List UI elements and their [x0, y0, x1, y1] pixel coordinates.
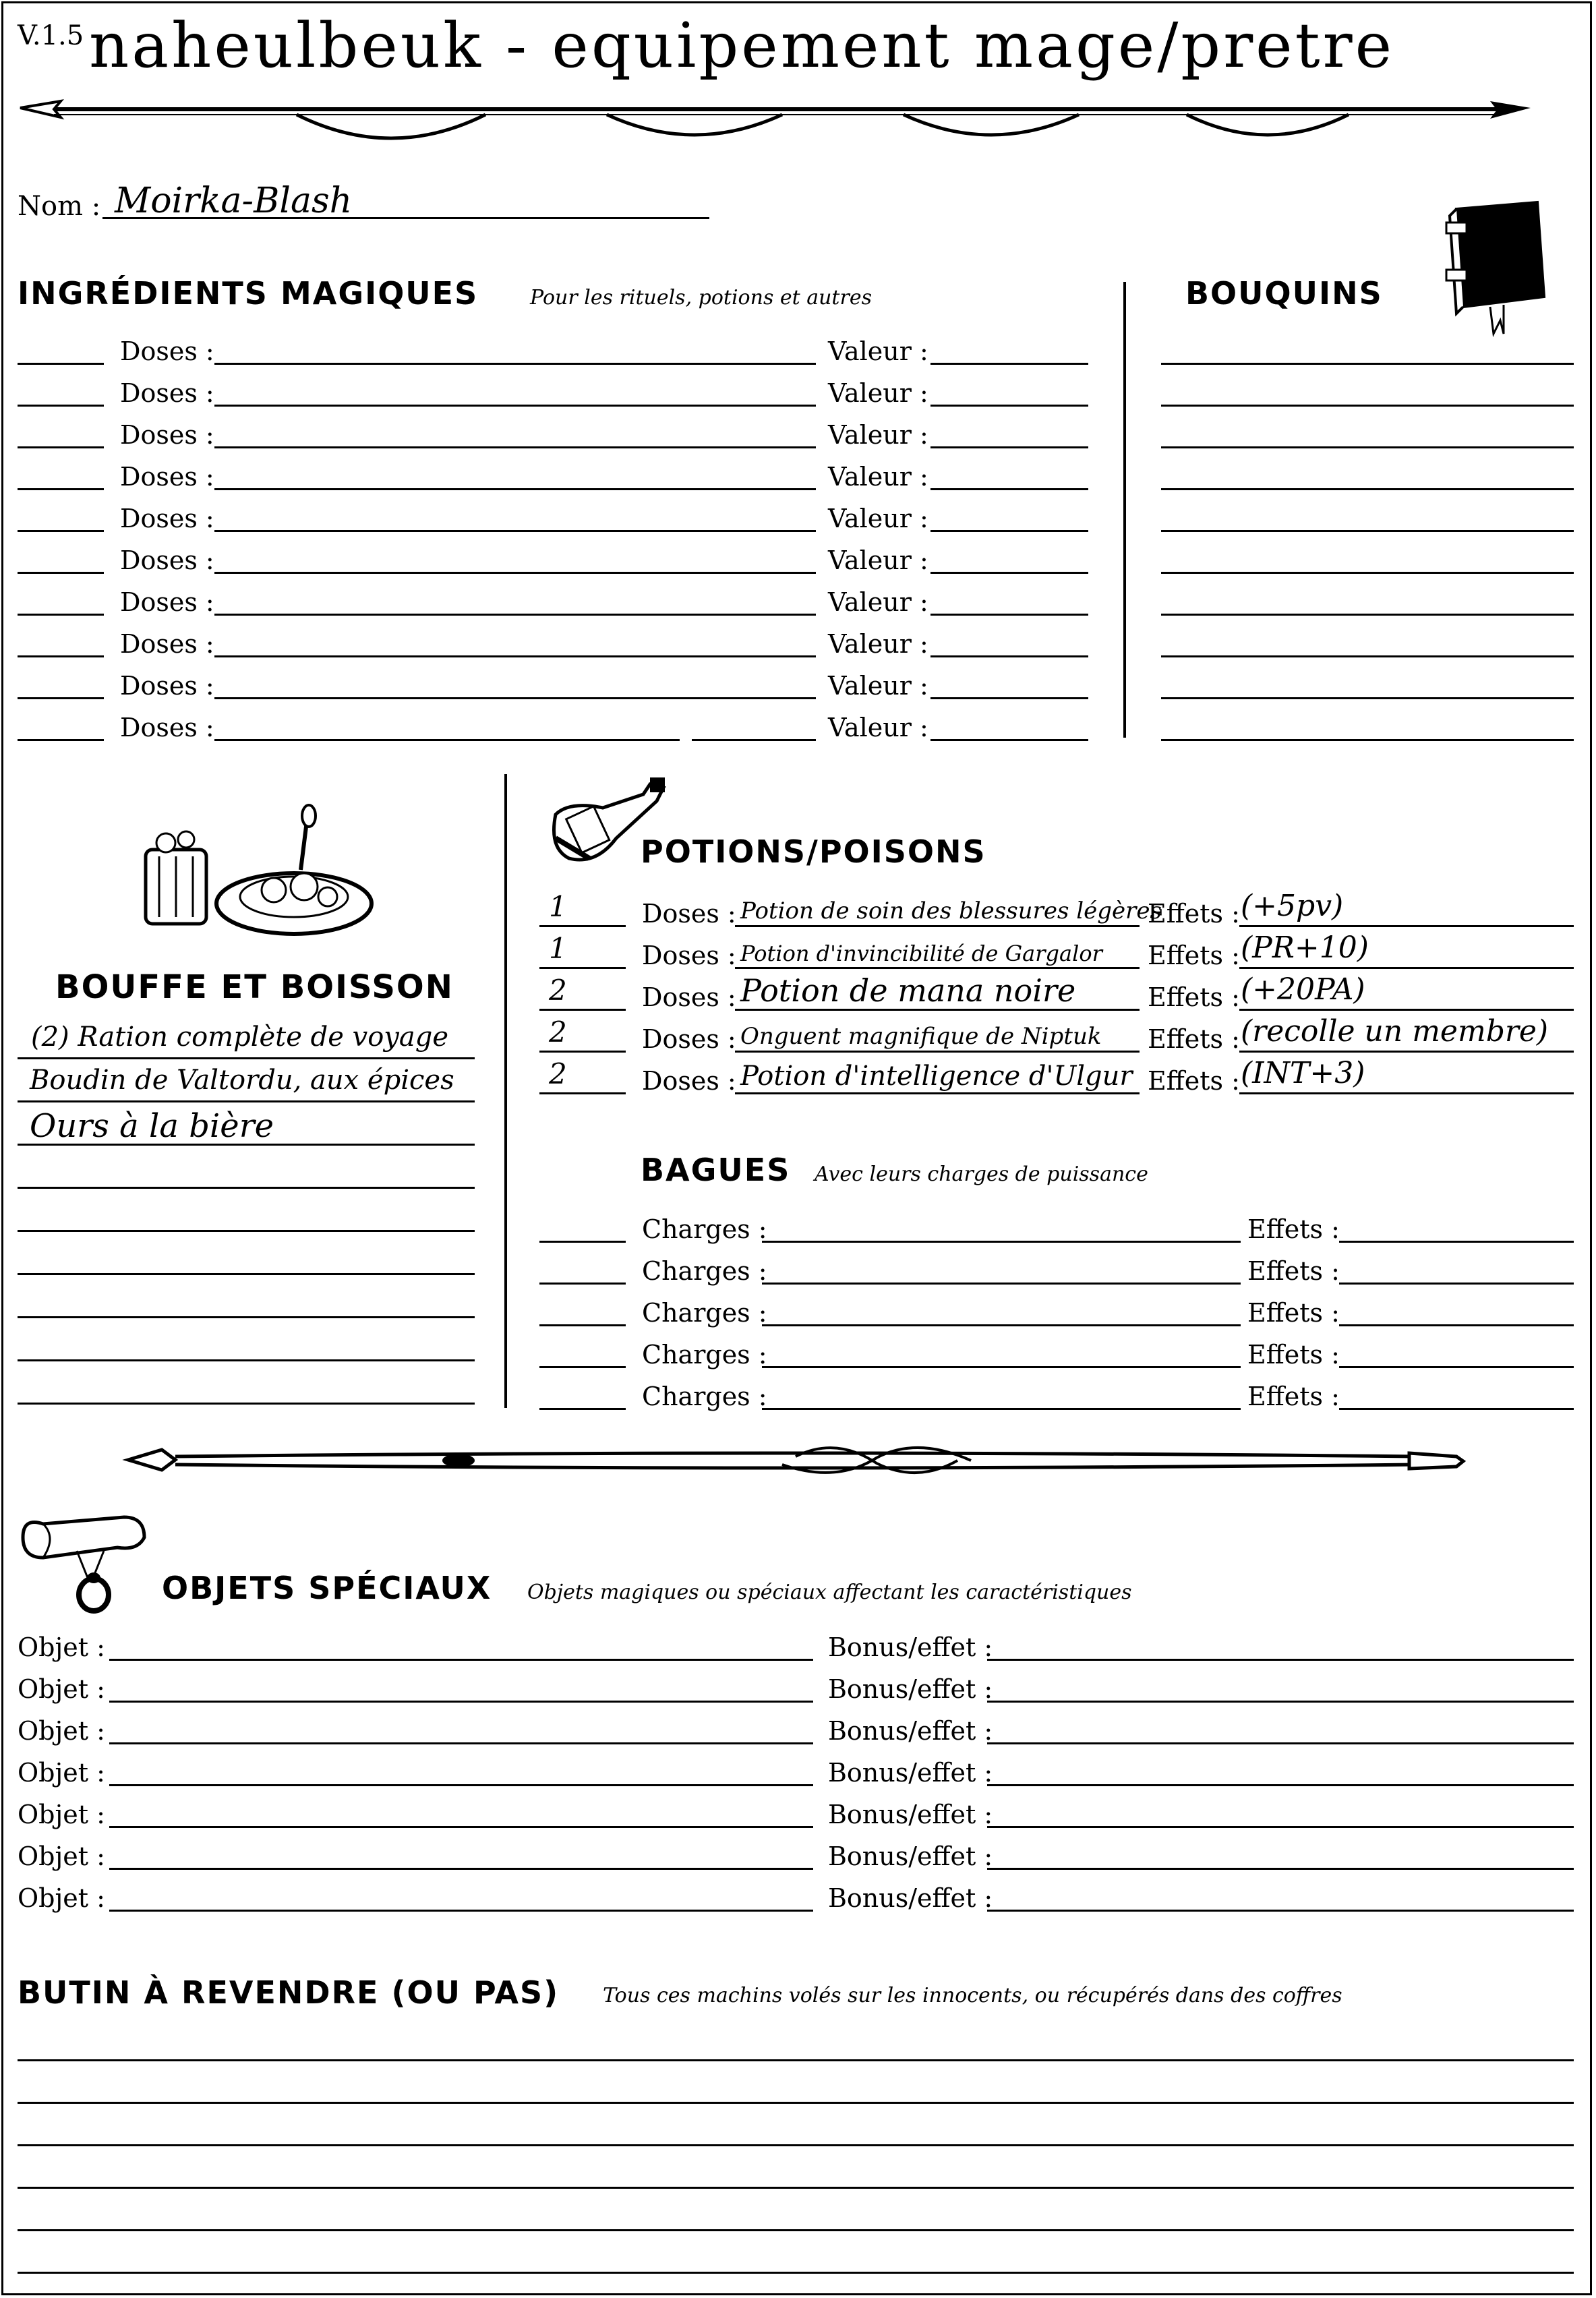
ingredient-doses-label: Doses : [120, 336, 214, 366]
ingredient-name-line[interactable] [214, 446, 816, 448]
ingredient-valeur-label: Valeur : [828, 420, 928, 450]
ingredient-qty-line[interactable] [18, 572, 104, 574]
potion-qty-line [539, 1051, 626, 1053]
potion-doses-label: Doses : [642, 899, 736, 929]
bouquin-line[interactable] [1161, 488, 1574, 490]
potion-doses-label: Doses : [642, 1066, 736, 1096]
ingredient-doses-label: Doses : [120, 587, 214, 617]
ingredient-valeur-line[interactable] [930, 614, 1088, 616]
bouquin-line[interactable] [1161, 614, 1574, 616]
bague-charges-label: Charges : [642, 1298, 767, 1328]
potion-qty[interactable]: 1 [549, 890, 567, 923]
objets-title: OBJETS SPÉCIAUX [162, 1570, 492, 1606]
potion-name-line [735, 967, 1140, 969]
bague-effect-line[interactable] [1339, 1241, 1574, 1243]
bague-effect-line[interactable] [1339, 1408, 1574, 1410]
bouquin-line[interactable] [1161, 739, 1574, 741]
bouffe-line[interactable] [18, 1359, 475, 1361]
objet-line[interactable] [109, 1826, 813, 1828]
objet-label: Objet : [18, 1674, 105, 1704]
ingredient-valeur-line[interactable] [930, 530, 1088, 532]
butin-line[interactable] [18, 2059, 1574, 2061]
objet-bonus-label: Bonus/effet : [828, 1632, 993, 1662]
bouffe-item[interactable]: Boudin de Valtordu, aux épices [30, 1065, 454, 1096]
bouquin-line[interactable] [1161, 655, 1574, 657]
ingredient-qty-line[interactable] [18, 697, 104, 699]
bouquin-line[interactable] [1161, 572, 1574, 574]
objet-bonus-line[interactable] [987, 1784, 1574, 1786]
bague-qty-line[interactable] [539, 1366, 626, 1368]
bague-effets-label: Effets : [1247, 1382, 1340, 1411]
ingredient-doses-label: Doses : [120, 420, 214, 450]
potion-effect[interactable]: (+5pv) [1241, 889, 1344, 923]
ingredient-valeur-line[interactable] [930, 655, 1088, 657]
ingredient-qty-line[interactable] [18, 655, 104, 657]
book-icon [1436, 196, 1551, 337]
ingredient-doses-label: Doses : [120, 504, 214, 533]
bague-qty-line[interactable] [539, 1241, 626, 1243]
bouffe-line[interactable] [18, 1316, 475, 1318]
bague-charges-label: Charges : [642, 1382, 767, 1411]
butin-line[interactable] [18, 2144, 1574, 2146]
potion-effect[interactable]: (PR+10) [1241, 931, 1369, 965]
ingredient-qty-line[interactable] [18, 739, 104, 741]
objet-line[interactable] [109, 1701, 813, 1703]
objet-bonus-line[interactable] [987, 1910, 1574, 1912]
potion-doses-label: Doses : [642, 941, 736, 970]
ingredient-qty-line[interactable] [18, 446, 104, 448]
ingredient-valeur-line[interactable] [930, 697, 1088, 699]
potion-effets-label: Effets : [1148, 941, 1240, 970]
potion-qty[interactable]: 2 [549, 974, 567, 1007]
bouquin-line[interactable] [1161, 446, 1574, 448]
ingredient-name-line[interactable] [214, 614, 816, 616]
bague-qty-line[interactable] [539, 1283, 626, 1285]
ingredient-qty-line[interactable] [18, 363, 104, 365]
objet-bonus-line[interactable] [987, 1742, 1574, 1744]
potion-effect-line [1239, 967, 1574, 969]
objet-label: Objet : [18, 1716, 105, 1746]
ingredients-divider [1123, 282, 1126, 738]
objet-label: Objet : [18, 1842, 105, 1871]
bague-charges-line[interactable] [762, 1283, 1241, 1285]
objet-label: Objet : [18, 1800, 105, 1829]
objet-bonus-line[interactable] [987, 1868, 1574, 1870]
objet-bonus-label: Bonus/effet : [828, 1758, 993, 1788]
potion-qty-line [539, 1092, 626, 1094]
ingredient-doses-label: Doses : [120, 713, 214, 742]
potion-qty[interactable]: 2 [549, 1057, 567, 1090]
butin-title: BUTIN À REVENDRE (OU PAS) [18, 1974, 560, 2011]
ingredient-doses-label: Doses : [120, 462, 214, 492]
potion-qty[interactable]: 2 [549, 1015, 567, 1049]
potion-effect-line [1239, 1092, 1574, 1094]
potion-name[interactable]: Potion d'intelligence d'Ulgur [740, 1061, 1133, 1092]
bouquin-line[interactable] [1161, 363, 1574, 365]
ingredient-qty-line[interactable] [18, 488, 104, 490]
potion-name-line [735, 1092, 1140, 1094]
bouffe-line[interactable] [18, 1057, 475, 1059]
potion-name[interactable]: Onguent magnifique de Niptuk [740, 1023, 1102, 1050]
bague-effets-label: Effets : [1247, 1256, 1340, 1286]
butin-line[interactable] [18, 2102, 1574, 2104]
potion-effect-line [1239, 925, 1574, 927]
bague-charges-label: Charges : [642, 1214, 767, 1244]
potion-doses-label: Doses : [642, 1024, 736, 1054]
potion-effets-label: Effets : [1148, 1066, 1240, 1096]
bouffe-line[interactable] [18, 1187, 475, 1189]
ingredient-doses-label: Doses : [120, 629, 214, 659]
bouffe-title: BOUFFE ET BOISSON [55, 968, 454, 1006]
potion-effect-line [1239, 1051, 1574, 1053]
bague-charges-line[interactable] [762, 1241, 1241, 1243]
ingredient-name-line[interactable] [214, 697, 816, 699]
bouffe-line[interactable] [18, 1100, 475, 1102]
bouffe-item[interactable]: (2) Ration complète de voyage [31, 1022, 449, 1053]
ingredient-name-line[interactable] [692, 739, 816, 741]
bague-qty-line[interactable] [539, 1408, 626, 1410]
spear-divider-icon [13, 88, 1537, 148]
bouquin-line[interactable] [1161, 405, 1574, 407]
potion-qty-line [539, 925, 626, 927]
objet-bonus-label: Bonus/effet : [828, 1842, 993, 1871]
objets-subtitle: Objets magiques ou spéciaux affectant les caractéristiques [527, 1581, 1132, 1604]
potion-doses-label: Doses : [642, 982, 736, 1012]
ingredient-qty-line[interactable] [18, 530, 104, 532]
bague-effets-label: Effets : [1247, 1298, 1340, 1328]
objet-bonus-line[interactable] [987, 1826, 1574, 1828]
ingredient-valeur-line[interactable] [930, 363, 1088, 365]
ingredient-valeur-label: Valeur : [828, 671, 928, 701]
bague-qty-line[interactable] [539, 1324, 626, 1326]
ingredient-name-line[interactable] [214, 405, 816, 407]
ingredient-name-line[interactable] [214, 363, 816, 365]
objet-label: Objet : [18, 1758, 105, 1788]
butin-line[interactable] [18, 2187, 1574, 2189]
ingredient-valeur-label: Valeur : [828, 629, 928, 659]
ingredient-name-line[interactable] [214, 655, 816, 657]
bague-charges-line[interactable] [762, 1324, 1241, 1326]
ingredient-qty-line[interactable] [18, 405, 104, 407]
bague-effets-label: Effets : [1247, 1214, 1340, 1244]
ingredient-valeur-label: Valeur : [828, 378, 928, 408]
butin-line[interactable] [18, 2229, 1574, 2231]
ingredient-doses-label: Doses : [120, 671, 214, 701]
ingredient-valeur-line[interactable] [930, 572, 1088, 574]
ingredient-valeur-line[interactable] [930, 488, 1088, 490]
potion-effect-line [1239, 1009, 1574, 1011]
ingredient-doses-label: Doses : [120, 378, 214, 408]
bouquin-line[interactable] [1161, 697, 1574, 699]
objet-bonus-line[interactable] [987, 1659, 1574, 1661]
scroll-ring-icon [16, 1510, 151, 1618]
objet-bonus-label: Bonus/effet : [828, 1716, 993, 1746]
food-icon [139, 802, 375, 944]
ingredient-name-line[interactable] [214, 530, 816, 532]
ingredients-subtitle: Pour les rituels, potions et autres [530, 286, 872, 310]
objet-line[interactable] [109, 1784, 813, 1786]
staff-divider-icon [121, 1436, 1470, 1490]
ingredient-name-line[interactable] [214, 488, 816, 490]
bague-charges-label: Charges : [642, 1256, 767, 1286]
objet-line[interactable] [109, 1659, 813, 1661]
objet-label: Objet : [18, 1632, 105, 1662]
objet-line[interactable] [109, 1742, 813, 1744]
ingredient-valeur-line[interactable] [930, 739, 1088, 741]
potion-effect[interactable]: (recolle un membre) [1241, 1014, 1549, 1049]
bouffe-line[interactable] [18, 1273, 475, 1275]
bague-effets-label: Effets : [1247, 1340, 1340, 1369]
ingredient-valeur-label: Valeur : [828, 336, 928, 366]
bague-charges-line[interactable] [762, 1408, 1241, 1410]
bagues-title: BAGUES [641, 1152, 791, 1188]
bague-effect-line[interactable] [1339, 1283, 1574, 1285]
name-line [102, 217, 709, 219]
bague-charges-line[interactable] [762, 1366, 1241, 1368]
bague-charges-label: Charges : [642, 1340, 767, 1369]
objet-line[interactable] [109, 1868, 813, 1870]
potions-title: POTIONS/POISONS [641, 833, 986, 870]
potion-effets-label: Effets : [1148, 1024, 1240, 1054]
ingredient-valeur-label: Valeur : [828, 546, 928, 575]
objet-bonus-label: Bonus/effet : [828, 1674, 993, 1704]
bagues-subtitle: Avec leurs charges de puissance [815, 1162, 1148, 1186]
ingredient-valeur-line[interactable] [930, 405, 1088, 407]
bouffe-item[interactable]: Ours à la bière [30, 1107, 274, 1145]
potion-name[interactable]: Potion de soin des blessures légères [740, 897, 1162, 924]
potion-effets-label: Effets : [1148, 899, 1240, 929]
bague-effect-line[interactable] [1339, 1324, 1574, 1326]
name-value[interactable]: Moirka-Blash [115, 181, 353, 221]
butin-subtitle: Tous ces machins volés sur les innocents, ou récupérés dans des coffres [603, 1984, 1342, 2007]
bouquin-line[interactable] [1161, 530, 1574, 532]
bouquins-title: BOUQUINS [1185, 275, 1383, 312]
potion-name-line [735, 925, 1140, 927]
ingredient-doses-label: Doses : [120, 546, 214, 575]
potion-qty[interactable]: 1 [549, 932, 567, 965]
page-title: naheulbeuk - equipement mage/pretre [89, 9, 1395, 82]
objet-label: Objet : [18, 1883, 105, 1913]
ingredient-name-line[interactable] [214, 739, 680, 741]
potion-name-line [735, 1009, 1140, 1011]
sheet-frame [1, 1, 1592, 2295]
potion-effets-label: Effets : [1148, 982, 1240, 1012]
ingredient-valeur-label: Valeur : [828, 504, 928, 533]
potion-name[interactable]: Potion de mana noire [740, 972, 1076, 1009]
potion-qty-line [539, 967, 626, 969]
version-label: V.1.5 [18, 20, 84, 51]
objet-bonus-label: Bonus/effet : [828, 1800, 993, 1829]
objet-bonus-label: Bonus/effet : [828, 1883, 993, 1913]
potion-name-line [735, 1051, 1140, 1053]
ingredient-valeur-label: Valeur : [828, 713, 928, 742]
ingredient-qty-line[interactable] [18, 614, 104, 616]
ingredient-valeur-line[interactable] [930, 446, 1088, 448]
ingredient-name-line[interactable] [214, 572, 816, 574]
name-label: Nom : [18, 191, 101, 222]
potion-effect[interactable]: (+20PA) [1241, 972, 1365, 1007]
bouffe-line[interactable] [18, 1230, 475, 1232]
potion-qty-line [539, 1009, 626, 1011]
bouffe-line[interactable] [18, 1403, 475, 1405]
potion-name[interactable]: Potion d'invincibilité de Gargalor [740, 941, 1102, 966]
bague-effect-line[interactable] [1339, 1366, 1574, 1368]
ingredient-valeur-label: Valeur : [828, 462, 928, 492]
objet-line[interactable] [109, 1910, 813, 1912]
butin-line[interactable] [18, 2272, 1574, 2274]
ingredients-title: INGRÉDIENTS MAGIQUES [18, 275, 479, 312]
left-column-divider [504, 774, 507, 1408]
objet-bonus-line[interactable] [987, 1701, 1574, 1703]
potion-effect[interactable]: (INT+3) [1241, 1056, 1365, 1090]
ingredient-valeur-label: Valeur : [828, 587, 928, 617]
